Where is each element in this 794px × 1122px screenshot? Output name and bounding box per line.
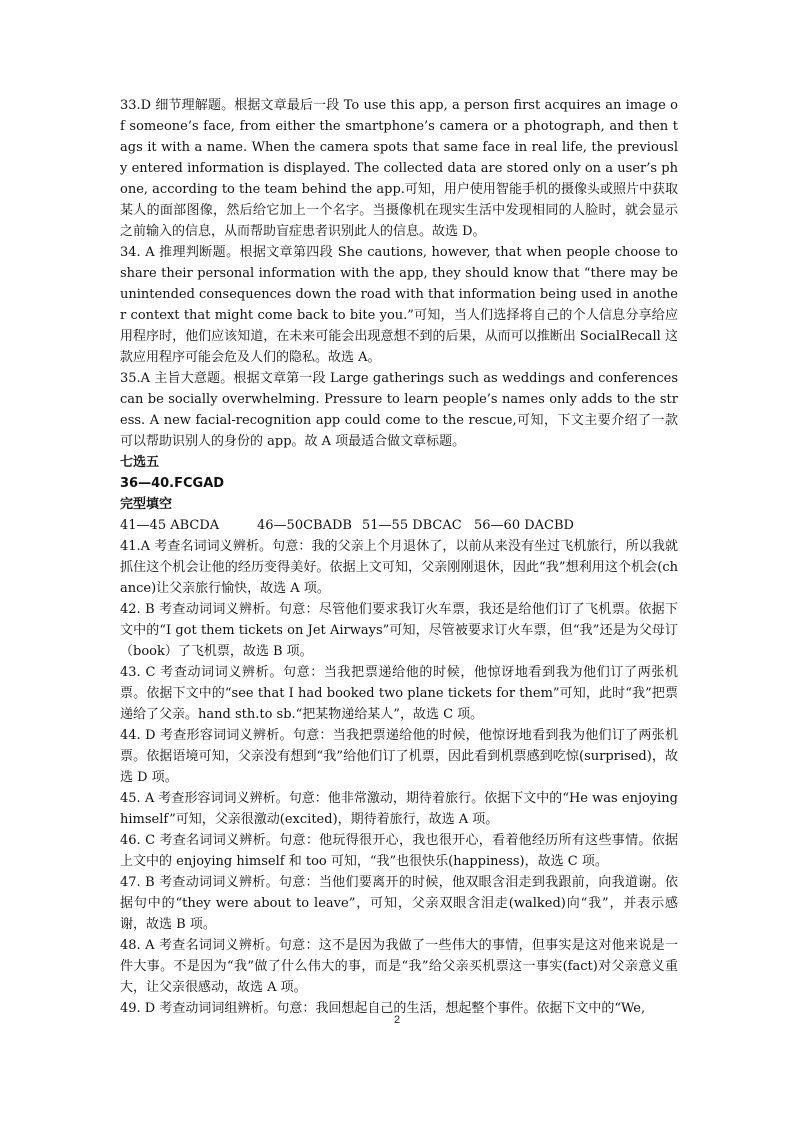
page-content: [120, 95, 678, 1019]
cloze-explanation-46: 46. C 考查名词词义辨析。句意：他玩得很开心，我也很开心，看着他经历所有这些事情。依据上文中的 enjoying himself 和 too 可知，“我”也很快乐(happiness)，故选 C 项。: [120, 833, 678, 869]
section-seven-heading: 七选五: [120, 455, 160, 470]
cloze-explanation-49: 49. D 考查动词词组辨析。句意：我回想起自己的生活，想起整个事件。依据下文中的“We,: [120, 1001, 646, 1016]
cloze-explanation-44: 44. D 考查形容词词义辨析。句意：当我把票递给他的时候，他惊讶地看到我为他们订了两张机票。依据语境可知，父亲没有想到“我”给他们订了机票，因此看到机票感到吃惊(surprised)，故选 D 项。: [120, 728, 678, 785]
cloze-explanation-42: 42. B 考查动词词义辨析。句意：尽管他们要求我订火车票，我还是给他们订了飞机票。依据下文中的“I got them tickets on Jet Airways”可知，尽管被要求订火车票，但“我”还是为父母订（book）了飞机票，故选 B 项。: [120, 602, 678, 659]
cloze-answer-row: [120, 515, 678, 536]
answer-35-explanation: 35.A 主旨大意题。根据文章第一段 Large gatherings such as weddings and conferences can be socially overwhelming. Pressure to learn people’s names only adds to the stress. A new facial-recognition app could come to the rescue,可知，下文主要介绍了一款可以帮助识别人的身份的 app。故 A 项最适合做文章标题。: [120, 371, 678, 449]
cloze-explanation-45: 45. A 考查形容词词义辨析。句意：他非常激动，期待着旅行。依据下文中的“He was enjoying himself”可知，父亲很激动(excited)，期待着旅行，故选 A 项。: [120, 791, 678, 827]
cloze-explanation-41: 41.A 考查名词词义辨析。句意：我的父亲上个月退休了，以前从来没有坐过飞机旅行，所以我就抓住这个机会让他的经历变得美好。依据上文可知，父亲刚刚退休，因此“我”想利用这个机会(chance)让父亲旅行愉快，故选 A 项。: [120, 539, 678, 596]
cloze-answer-group: 46—50CBADB: [257, 518, 352, 533]
answer-33-explanation: 33.D 细节理解题。根据文章最后一段 To use this app, a person first acquires an image of someone’s face, from either the smartphone’s camera or a photograph, and then tags it with a name. When the camera spots that same face in real life, the previously entered information is displayed. The collected data are stored only on a user’s phone, according to the team behind the app.可知，用户使用智能手机的摄像头或照片中获取某人的面部图像，然后给它加上一个名字。当摄像机在现实生活中发现相同的人脸时，就会显示之前输入的信息，从而帮助盲症患者识别此人的信息。故选 D。: [120, 98, 678, 239]
cloze-explanation-43: 43. C 考查动词词义辨析。句意：当我把票递给他的时候，他惊讶地看到我为他们订了两张机票。依据下文中的“see that I had booked two plane tickets for them”可知，此时“我”把票递给了父亲。hand sth.to sb.“把某物递给某人”，故选 C 项。: [120, 665, 678, 722]
section-seven-answers: 36—40.FCGAD: [120, 476, 225, 491]
page-number: 2: [393, 1014, 401, 1026]
cloze-answer-group: 56—60 DACBD: [474, 518, 574, 533]
cloze-explanation-47: 47. B 考查动词词义辨析。句意：当他们要离开的时候，他双眼含泪走到我跟前，向我道谢。依据句中的“they were about to leave”，可知，父亲双眼含泪走(walked)向“我”，并表示感谢，故选 B 项。: [120, 875, 678, 932]
cloze-heading: 完型填空: [120, 497, 173, 512]
cloze-answer-group: 41—45 ABCDA: [120, 518, 220, 533]
answer-34-explanation: 34. A 推理判断题。根据文章第四段 She cautions, however, that when people choose to share their personal information with the app, they should know that “there may be unintended consequences down the road with that information being used in another context that might come back to bite you.”可知，当人们选择将自己的个人信息分享给应用程序时，他们应该知道，在未来可能会出现意想不到的后果，从而可以推断出 SocialRecall 这款应用程序可能会危及人们的隐私。故选 A。: [120, 245, 678, 365]
cloze-explanation-48: 48. A 考查名词词义辨析。句意：这不是因为我做了一些伟大的事情，但事实是这对他来说是一件大事。不是因为“我”做了什么伟大的事，而是“我”给父亲买机票这一事实(fact)对父亲意义重大，让父亲很感动，故选 A 项。: [120, 938, 678, 995]
cloze-answer-group: 51—55 DBCAC: [362, 518, 462, 533]
